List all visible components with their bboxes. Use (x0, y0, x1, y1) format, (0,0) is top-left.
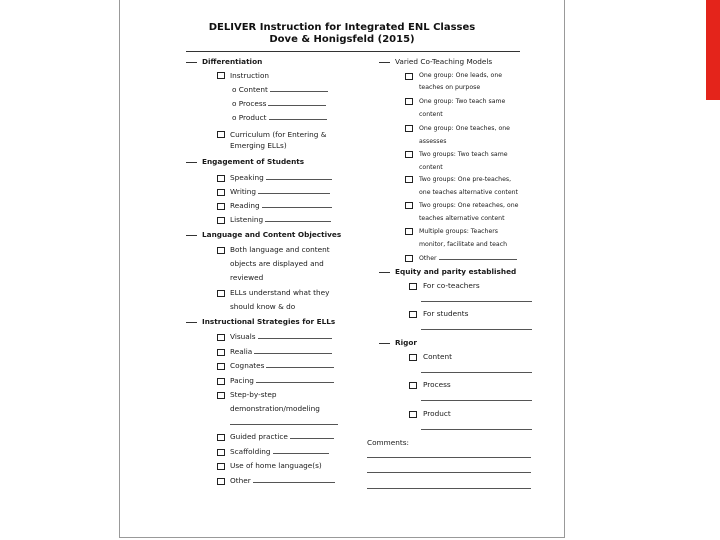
bullet-dash (186, 322, 197, 323)
red-accent-bar (706, 0, 720, 100)
label-two-groups-same-cont: content (419, 164, 443, 171)
bullet-dash (186, 62, 197, 63)
label-reteaches: Two groups: One reteaches, one (419, 202, 519, 209)
blank-line (270, 85, 328, 92)
bullet-dash (379, 343, 390, 344)
checkbox-scaffolding[interactable] (217, 449, 225, 456)
heading-rigor: Rigor (395, 338, 417, 347)
checkbox-curriculum[interactable] (217, 131, 225, 138)
title-rule (186, 51, 520, 52)
checkbox-one-group-same[interactable] (405, 98, 413, 105)
label-speaking: Speaking (230, 173, 264, 182)
label-one-group-same-cont: content (419, 111, 443, 118)
heading-co-teaching: Varied Co-Teaching Models (395, 57, 493, 66)
comment-line[interactable] (367, 457, 531, 458)
heading-strategies: Instructional Strategies for ELLs (202, 317, 336, 326)
checkbox-instruction[interactable] (217, 72, 225, 79)
checkbox-rigor-process[interactable] (409, 382, 417, 389)
label-one-group-same: One group: Two teach same (419, 98, 506, 105)
label-curriculum: Curriculum (for Entering & (230, 130, 327, 139)
label-one-assesses-cont: assesses (419, 138, 447, 145)
label-objectives-displayed-cont: objects are displayed and (230, 259, 324, 268)
label-writing: Writing (230, 187, 257, 196)
label-content: o Content (232, 85, 268, 94)
label-two-groups-same: Two groups: Two teach same (419, 151, 508, 158)
label-pacing: Pacing (230, 376, 254, 385)
bullet-dash (379, 62, 390, 63)
blank-line (290, 432, 334, 439)
checkbox-co-teachers[interactable] (409, 283, 417, 290)
label-ells-understand-cont: should know & do (230, 302, 296, 311)
checkbox-rigor-product[interactable] (409, 411, 417, 418)
label-one-leads-cont: teaches on purpose (419, 84, 481, 91)
comment-line[interactable] (367, 472, 531, 473)
label-product: o Product (232, 113, 267, 122)
document-page (119, 0, 565, 538)
blank-line (439, 253, 517, 260)
bullet-dash (186, 162, 197, 163)
blank-line (421, 429, 532, 430)
label-process: o Process (232, 99, 267, 108)
checkbox-writing[interactable] (217, 189, 225, 196)
label-curriculum-cont: Emerging ELLs) (230, 141, 287, 150)
label-guided-practice: Guided practice (230, 432, 288, 441)
blank-line (273, 447, 329, 454)
checkbox-one-assesses[interactable] (405, 125, 413, 132)
checkbox-listening[interactable] (217, 217, 225, 224)
label-pre-teaches: Two groups: One pre-teaches, (419, 176, 512, 183)
checkbox-one-leads[interactable] (405, 73, 413, 80)
label-rigor-product: Product (423, 409, 451, 418)
checkbox-reading[interactable] (217, 203, 225, 210)
checkbox-visuals[interactable] (217, 334, 225, 341)
label-home-language: Use of home language(s) (230, 461, 322, 470)
checkbox-two-groups-same[interactable] (405, 151, 413, 158)
bullet-dash (186, 235, 197, 236)
label-instruction: Instruction (230, 71, 270, 80)
checkbox-ells-understand[interactable] (217, 290, 225, 297)
label-one-assesses: One group: One teaches, one (419, 125, 510, 132)
checkbox-pacing[interactable] (217, 378, 225, 385)
checkbox-pre-teaches[interactable] (405, 176, 413, 183)
label-reading: Reading (230, 201, 260, 210)
label-realia: Realia (230, 347, 253, 356)
label-other-model: Other (419, 255, 437, 262)
bullet-dash (379, 272, 390, 273)
blank-line (269, 113, 327, 120)
heading-equity: Equity and parity established (395, 267, 517, 276)
label-rigor-content: Content (423, 352, 453, 361)
blank-line (266, 173, 332, 180)
label-objectives-displayed: Both language and content (230, 245, 330, 254)
blank-line (421, 400, 532, 401)
label-comments: Comments: (367, 438, 410, 447)
checkbox-objectives-displayed[interactable] (217, 247, 225, 254)
label-step-by-step: Step-by-step (230, 390, 277, 399)
label-listening: Listening (230, 215, 264, 224)
checkbox-multiple-groups[interactable] (405, 228, 413, 235)
label-pre-teaches-cont: one teaches alternative content (419, 189, 518, 196)
label-reteaches-cont: teaches alternative content (419, 215, 505, 222)
blank-line (268, 99, 326, 106)
checkbox-home-language[interactable] (217, 463, 225, 470)
label-other-strategy: Other (230, 476, 251, 485)
heading-differentiation: Differentiation (202, 57, 263, 66)
label-students: For students (423, 309, 469, 318)
blank-line (421, 372, 532, 373)
blank-line (421, 301, 532, 302)
label-multiple-groups-cont: monitor, facilitate and teach (419, 241, 508, 248)
blank-line (258, 332, 332, 339)
label-co-teachers: For co-teachers (423, 281, 480, 290)
document-title: DELIVER Instruction for Integrated ENL Classes (208, 22, 476, 33)
checkbox-students[interactable] (409, 311, 417, 318)
checkbox-reteaches[interactable] (405, 202, 413, 209)
label-one-leads: One group: One leads, one (419, 72, 503, 79)
checkbox-other-model[interactable] (405, 255, 413, 262)
label-scaffolding: Scaffolding (230, 447, 271, 456)
checkbox-rigor-content[interactable] (409, 354, 417, 361)
blank-line (254, 347, 332, 354)
document-citation: Dove & Honigsfeld (2015) (269, 34, 415, 45)
checkbox-other-strategy[interactable] (217, 478, 225, 485)
heading-engagement: Engagement of Students (202, 157, 305, 166)
heading-objectives: Language and Content Objectives (202, 230, 342, 239)
checkbox-guided-practice[interactable] (217, 434, 225, 441)
blank-line (266, 361, 334, 368)
blank-line (262, 201, 332, 208)
comment-line[interactable] (367, 488, 531, 489)
label-ells-understand: ELLs understand what they (230, 288, 330, 297)
blank-line (256, 376, 334, 383)
label-multiple-groups: Multiple groups: Teachers (419, 228, 499, 235)
blank-line (265, 215, 331, 222)
checkbox-realia[interactable] (217, 349, 225, 356)
label-cognates: Cognates (230, 361, 265, 370)
checkbox-cognates[interactable] (217, 363, 225, 370)
blank-line (253, 476, 335, 483)
label-visuals: Visuals (230, 332, 256, 341)
blank-line (421, 329, 532, 330)
label-objectives-displayed-end: reviewed (230, 273, 264, 282)
blank-line (230, 424, 338, 425)
checkbox-speaking[interactable] (217, 175, 225, 182)
checkbox-step-by-step[interactable] (217, 392, 225, 399)
blank-line (258, 187, 330, 194)
label-rigor-process: Process (423, 380, 451, 389)
label-step-by-step-cont: demonstration/modeling (230, 404, 320, 413)
